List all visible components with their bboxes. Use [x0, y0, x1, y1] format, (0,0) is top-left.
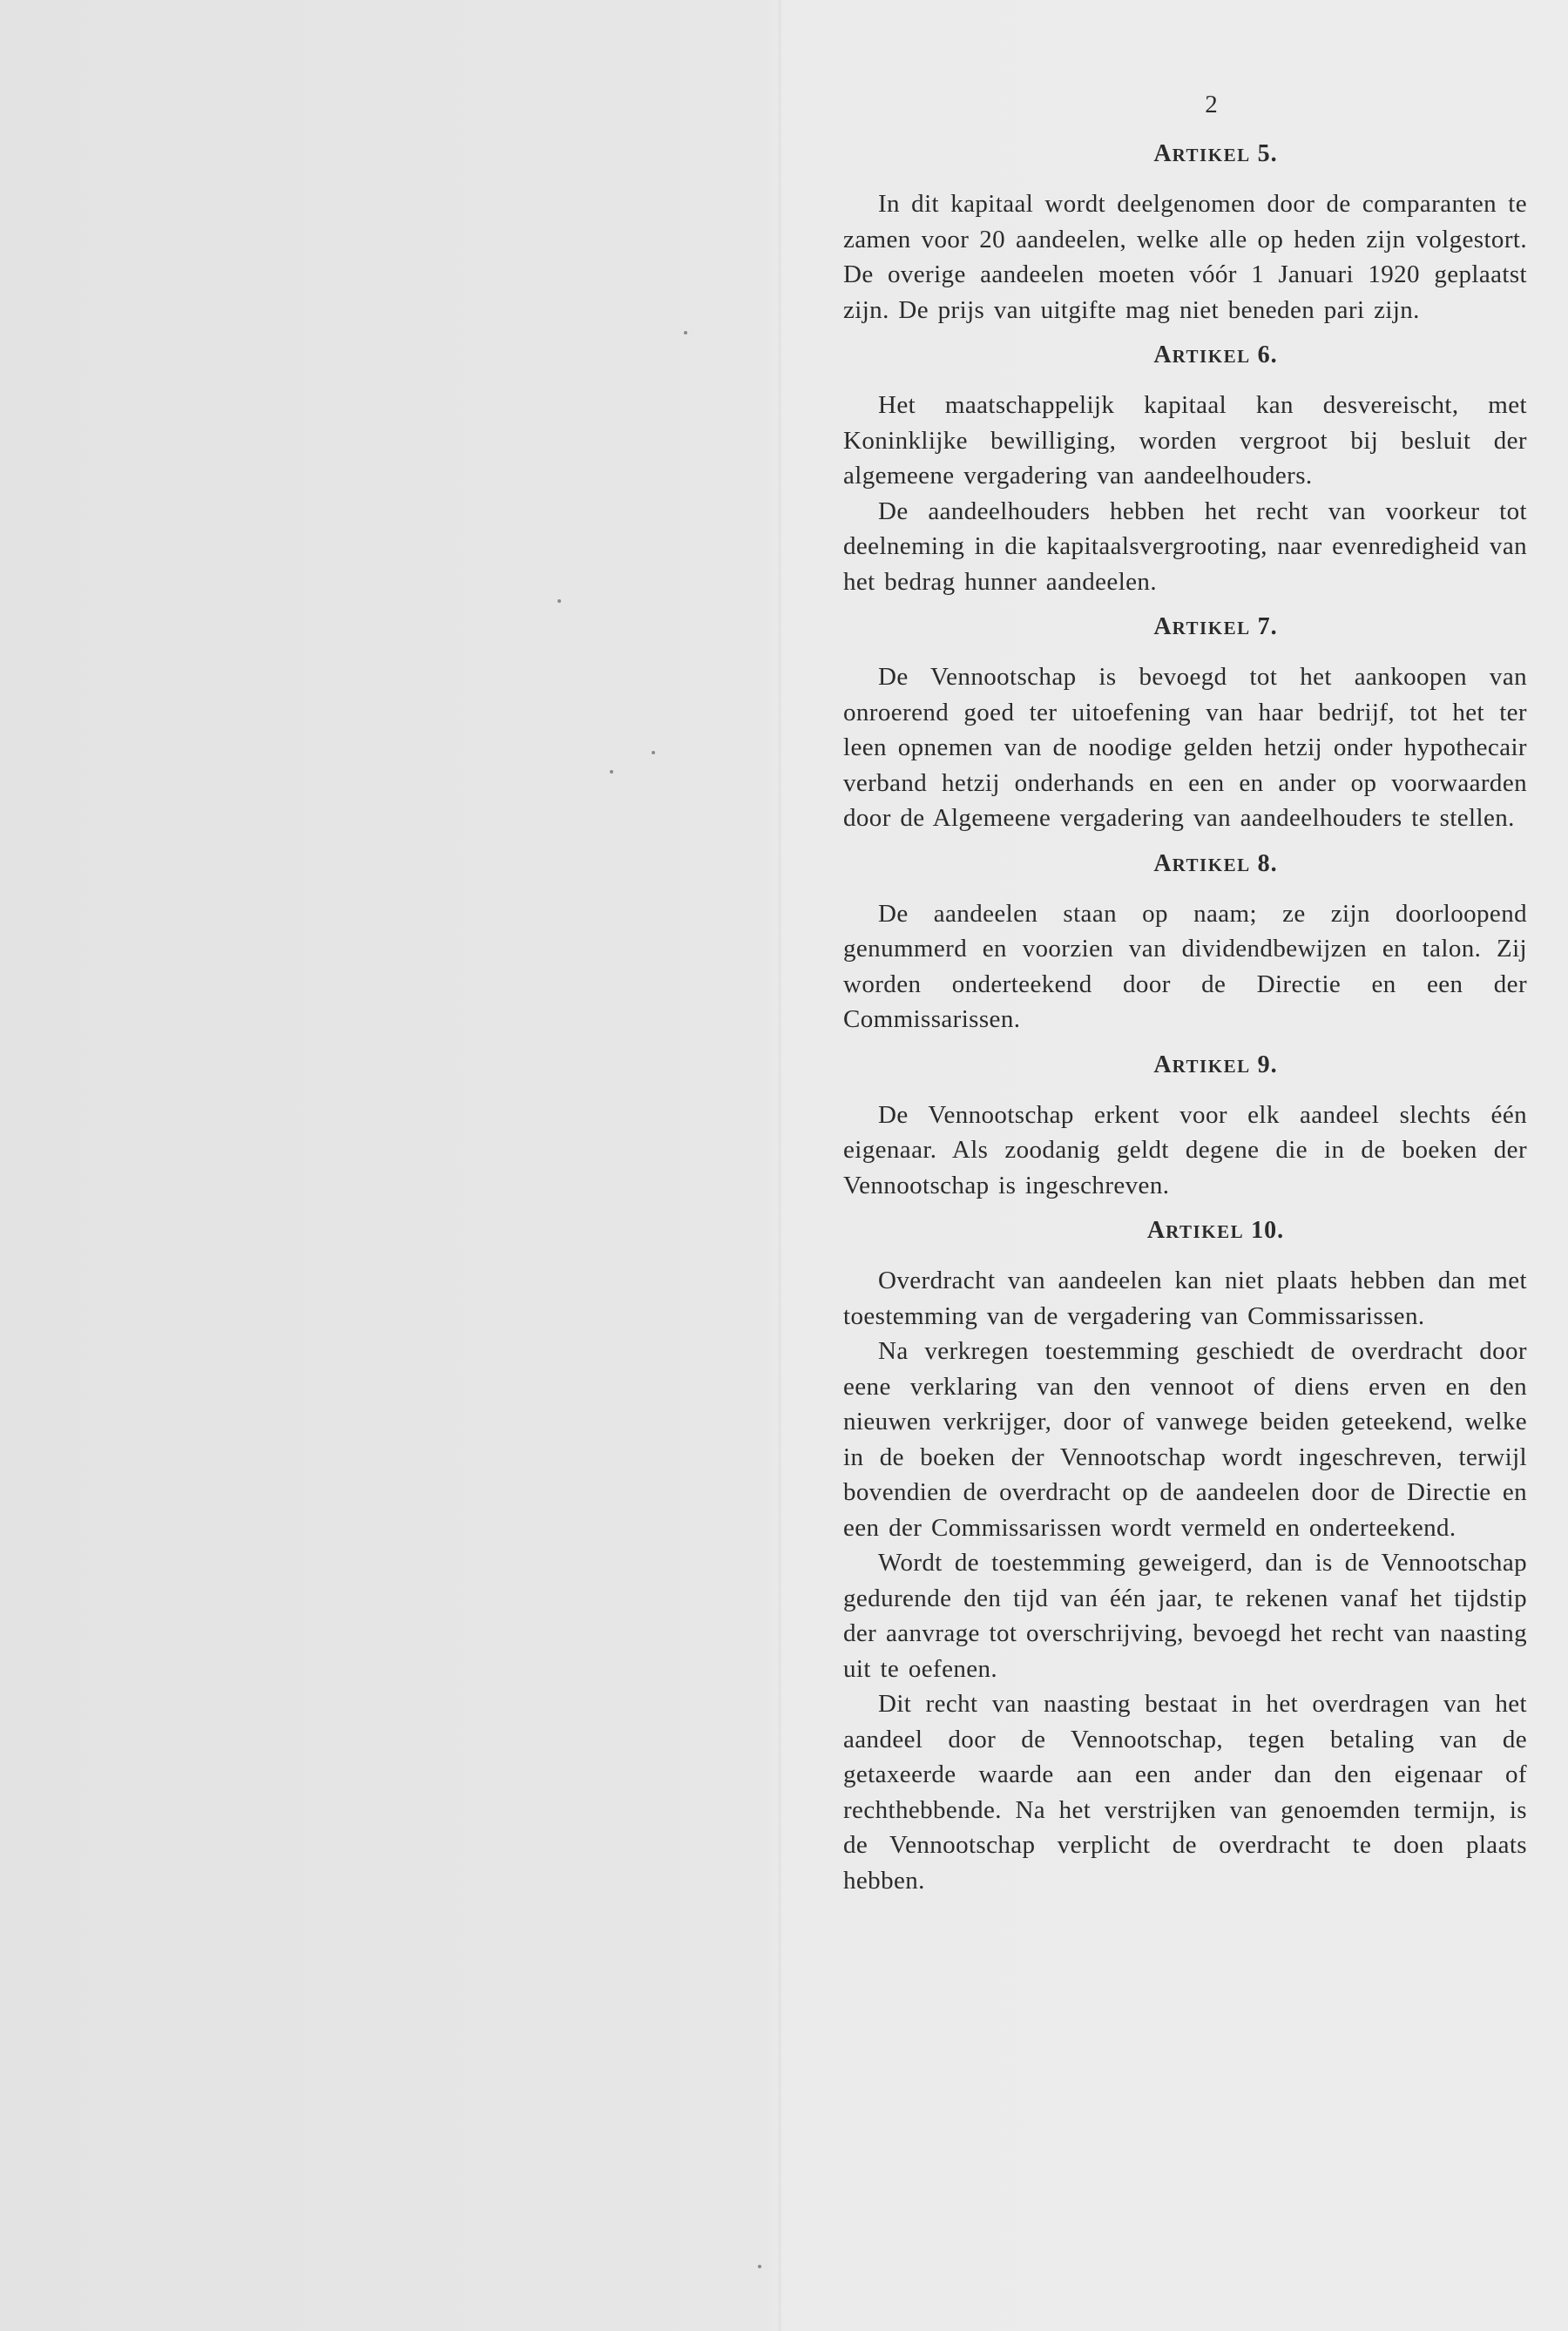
- article-heading: ARTIKEL 10.: [1146, 1217, 1285, 1244]
- scan-speck: [610, 770, 613, 774]
- article: [843, 133, 1527, 328]
- article-heading: ARTIKEL 6.: [1153, 341, 1278, 368]
- scan-speck: [758, 2265, 761, 2268]
- heading-smallcaps: RTIKEL: [1172, 346, 1251, 367]
- heading-smallcaps: RTIKEL: [1172, 1055, 1251, 1077]
- articles-list: [843, 133, 1527, 1898]
- article: [843, 606, 1527, 836]
- article-paragraph: In dit kapitaal wordt deelgenomen door de comparanten te zamen voor 20 aandeelen, welke alle op heden zijn volgestort. De overige aandeelen moeten vóór 1 Januari 1920 geplaatst zijn. De prijs van uitgifte mag niet beneden pari zijn.: [843, 190, 1527, 324]
- article-paragraph: De Vennootschap erkent voor elk aandeel slechts één eigenaar. Als zoodanig geldt degene die in de boeken der Vennootschap is ingeschreven.: [843, 1100, 1527, 1199]
- article-paragraph: Dit recht van naasting bestaat in het overdragen van het aandeel door de Vennootschap, tegen betaling van de getaxeerde waarde aan een ander dan den eigenaar of rechthebbende. Na het verstrijken van genoemden termijn, is de Vennootschap verplicht de overdracht te doen plaats hebben.: [843, 1690, 1527, 1895]
- heading-smallcaps: RTIKEL: [1166, 1221, 1245, 1242]
- article-heading: ARTIKEL 7.: [1153, 613, 1278, 640]
- scan-speck: [558, 599, 561, 603]
- article-paragraph: De aandeelhouders hebben het recht van voorkeur tot deelneming in die kapitaalsvergrooting, naar evenredigheid van het bedrag hunner aandeelen.: [843, 497, 1527, 596]
- article-paragraph: Wordt de toestemming geweigerd, dan is de Vennootschap gedurende den tijd van één jaar, te rekenen vanaf het tijdstip der aanvrage tot overschrijving, bevoegd het recht van naasting uit te oefenen.: [843, 1549, 1527, 1683]
- scan-speck: [652, 751, 655, 754]
- heading-smallcaps: RTIKEL: [1172, 854, 1251, 875]
- text-column: [843, 83, 1527, 1898]
- heading-smallcaps: RTIKEL: [1172, 145, 1251, 166]
- page-number: 2: [1205, 91, 1218, 118]
- article: [843, 1044, 1527, 1204]
- article-heading: ARTIKEL 9.: [1153, 1051, 1278, 1078]
- article-heading: ARTIKEL 5.: [1153, 140, 1278, 167]
- page-fold-shadow: [777, 0, 782, 2331]
- article-paragraph: Na verkregen toestemming geschiedt de overdracht door eene verklaring van den vennoot of diens erven en den nieuwen verkrijger, door of vanwege beiden geteekend, welke in de boeken der Vennootschap wordt ingeschreven, terwijl bovendien de overdracht op de aandeelen door de Directie en een der Commissarissen wordt vermeld en onderteekend.: [843, 1337, 1527, 1542]
- article-paragraph: Overdracht van aandeelen kan niet plaats hebben dan met toestemming van de vergadering van Commissarissen.: [843, 1267, 1527, 1330]
- article-paragraph: Het maatschappelijk kapitaal kan desvereischt, met Koninklijke bewilliging, worden vergroot bij besluit der algemeene vergadering van aandeelhouders.: [843, 391, 1527, 490]
- article: [843, 1210, 1527, 1898]
- article: [843, 843, 1527, 1037]
- article-paragraph: De Vennootschap is bevoegd tot het aankoopen van onroerend goed ter uitoefening van haar bedrijf, tot het ter leen opnemen van de noodige gelden hetzij onder hypothecair verband hetzij onderhands en een en ander op voorwaarden door de Algemeene vergadering van aandeelhouders te stellen.: [843, 663, 1527, 832]
- article-heading: ARTIKEL 8.: [1153, 849, 1278, 877]
- scan-speck: [684, 331, 687, 334]
- article: [843, 334, 1527, 599]
- heading-smallcaps: RTIKEL: [1172, 618, 1251, 638]
- article-paragraph: De aandeelen staan op naam; ze zijn doorloopend genummerd en voorzien van dividendbewijzen en talon. Zij worden onderteekend door de Directie en een der Commissarissen.: [843, 899, 1527, 1033]
